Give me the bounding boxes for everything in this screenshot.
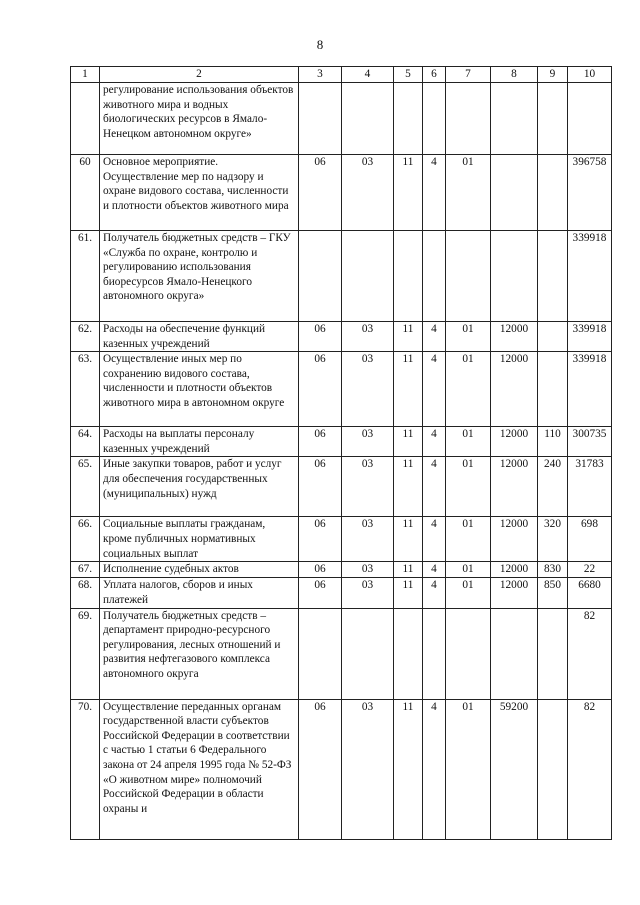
row-name: Социальные выплаты гражданам, кроме публичных нормативных социальных выплат bbox=[100, 517, 299, 562]
cell-c9 bbox=[538, 83, 568, 155]
cell-c5 bbox=[394, 83, 423, 155]
cell-c8 bbox=[491, 231, 538, 322]
cell-c6 bbox=[423, 231, 446, 322]
table-row bbox=[71, 562, 612, 578]
table-row bbox=[71, 578, 612, 608]
table-row bbox=[71, 699, 612, 839]
cell-c7 bbox=[446, 608, 491, 699]
cell-c8: 12000 bbox=[491, 322, 538, 352]
cell-c5 bbox=[394, 608, 423, 699]
cell-c10: 698 bbox=[568, 517, 612, 562]
cell-c3: 06 bbox=[299, 352, 342, 427]
row-name: Расходы на обеспечение функций казенных учреждений bbox=[100, 322, 299, 352]
cell-c4: 03 bbox=[342, 578, 394, 608]
cell-c10: 6680 bbox=[568, 578, 612, 608]
cell-c10: 339918 bbox=[568, 322, 612, 352]
cell-c10: 22 bbox=[568, 562, 612, 578]
page-number: 8 bbox=[316, 37, 324, 52]
cell-c5: 11 bbox=[394, 457, 423, 517]
row-number: 68. bbox=[71, 578, 100, 608]
col-header: 9 bbox=[538, 67, 568, 83]
cell-c10: 396758 bbox=[568, 155, 612, 231]
col-header: 5 bbox=[394, 67, 423, 83]
cell-c7: 01 bbox=[446, 699, 491, 839]
cell-c9: 320 bbox=[538, 517, 568, 562]
cell-c4: 03 bbox=[342, 155, 394, 231]
row-number: 67. bbox=[71, 562, 100, 578]
row-number: 66. bbox=[71, 517, 100, 562]
cell-c9 bbox=[538, 352, 568, 427]
cell-c10: 82 bbox=[568, 699, 612, 839]
cell-c8: 12000 bbox=[491, 427, 538, 457]
row-name: Получатель бюджетных средств – ГКУ «Служба по охране, контролю и регулированию использования биоресурсов Ямало-Ненецкого автономного округа» bbox=[100, 231, 299, 322]
cell-c6: 4 bbox=[423, 352, 446, 427]
row-number: 60 bbox=[71, 155, 100, 231]
cell-c5: 11 bbox=[394, 699, 423, 839]
cell-c5: 11 bbox=[394, 578, 423, 608]
row-name: Расходы на выплаты персоналу казенных учреждений bbox=[100, 427, 299, 457]
col-header: 8 bbox=[491, 67, 538, 83]
cell-c9 bbox=[538, 155, 568, 231]
row-name: Исполнение судебных актов bbox=[100, 562, 299, 578]
cell-c5: 11 bbox=[394, 562, 423, 578]
cell-c5: 11 bbox=[394, 352, 423, 427]
table-row bbox=[71, 231, 612, 322]
cell-c7 bbox=[446, 83, 491, 155]
cell-c10: 339918 bbox=[568, 231, 612, 322]
row-number: 63. bbox=[71, 352, 100, 427]
row-name: Иные закупки товаров, работ и услуг для обеспечения государственных (муниципальных) нужд bbox=[100, 457, 299, 517]
budget-table bbox=[70, 66, 612, 840]
cell-c10: 31783 bbox=[568, 457, 612, 517]
col-header: 4 bbox=[342, 67, 394, 83]
cell-c3: 06 bbox=[299, 699, 342, 839]
cell-c4 bbox=[342, 83, 394, 155]
row-number: 70. bbox=[71, 699, 100, 839]
cell-c4: 03 bbox=[342, 699, 394, 839]
cell-c7: 01 bbox=[446, 562, 491, 578]
cell-c6: 4 bbox=[423, 457, 446, 517]
cell-c3: 06 bbox=[299, 322, 342, 352]
cell-c10: 339918 bbox=[568, 352, 612, 427]
cell-c3: 06 bbox=[299, 578, 342, 608]
col-header: 6 bbox=[423, 67, 446, 83]
row-number: 62. bbox=[71, 322, 100, 352]
row-name: Осуществление переданных органам государственной власти субъектов Российской Федерации в соответствии с частью 1 статьи 6 Федерального закона от 24 апреля 1995 года № 52-ФЗ «О животном мире» полномочий Российской Федерации в области охраны и bbox=[100, 699, 299, 839]
row-number: 69. bbox=[71, 608, 100, 699]
cell-c8 bbox=[491, 608, 538, 699]
cell-c9: 830 bbox=[538, 562, 568, 578]
cell-c9 bbox=[538, 608, 568, 699]
cell-c5: 11 bbox=[394, 427, 423, 457]
cell-c9: 240 bbox=[538, 457, 568, 517]
row-name: Получатель бюджетных средств – департамент природно-ресурсного регулирования, лесных отношений и развития нефтегазового комплекса автономного округа bbox=[100, 608, 299, 699]
col-header: 2 bbox=[100, 67, 299, 83]
cell-c9 bbox=[538, 322, 568, 352]
table-header-row bbox=[71, 67, 612, 83]
cell-c4: 03 bbox=[342, 427, 394, 457]
cell-c4: 03 bbox=[342, 517, 394, 562]
col-header: 3 bbox=[299, 67, 342, 83]
cell-c5 bbox=[394, 231, 423, 322]
table-row bbox=[71, 517, 612, 562]
table-row bbox=[71, 352, 612, 427]
cell-c6: 4 bbox=[423, 699, 446, 839]
table-row bbox=[71, 457, 612, 517]
cell-c8: 12000 bbox=[491, 352, 538, 427]
cell-c6: 4 bbox=[423, 427, 446, 457]
table-row bbox=[71, 322, 612, 352]
cell-c6: 4 bbox=[423, 155, 446, 231]
cell-c7: 01 bbox=[446, 427, 491, 457]
cell-c9: 850 bbox=[538, 578, 568, 608]
cell-c6 bbox=[423, 608, 446, 699]
cell-c9 bbox=[538, 231, 568, 322]
cell-c3: 06 bbox=[299, 562, 342, 578]
cell-c3: 06 bbox=[299, 427, 342, 457]
cell-c6: 4 bbox=[423, 578, 446, 608]
cell-c5: 11 bbox=[394, 322, 423, 352]
cell-c3 bbox=[299, 608, 342, 699]
cell-c10: 82 bbox=[568, 608, 612, 699]
cell-c10: 300735 bbox=[568, 427, 612, 457]
row-number: 61. bbox=[71, 231, 100, 322]
cell-c8 bbox=[491, 83, 538, 155]
cell-c5: 11 bbox=[394, 155, 423, 231]
cell-c9: 110 bbox=[538, 427, 568, 457]
row-number bbox=[71, 83, 100, 155]
table-row bbox=[71, 155, 612, 231]
row-name: Осуществление иных мер по сохранению видового состава, численности и плотности объектов животного мира в автономном округе bbox=[100, 352, 299, 427]
cell-c6: 4 bbox=[423, 517, 446, 562]
cell-c7: 01 bbox=[446, 322, 491, 352]
cell-c7: 01 bbox=[446, 517, 491, 562]
col-header: 10 bbox=[568, 67, 612, 83]
table-row bbox=[71, 427, 612, 457]
cell-c7: 01 bbox=[446, 155, 491, 231]
row-name: Уплата налогов, сборов и иных платежей bbox=[100, 578, 299, 608]
cell-c7: 01 bbox=[446, 352, 491, 427]
row-name: регулирование использования объектов животного мира и водных биологических ресурсов в Ямало-Ненецком автономном округе» bbox=[100, 83, 299, 155]
cell-c7 bbox=[446, 231, 491, 322]
cell-c3: 06 bbox=[299, 457, 342, 517]
cell-c8: 12000 bbox=[491, 457, 538, 517]
col-header: 7 bbox=[446, 67, 491, 83]
cell-c7: 01 bbox=[446, 578, 491, 608]
cell-c8: 12000 bbox=[491, 578, 538, 608]
cell-c4: 03 bbox=[342, 322, 394, 352]
cell-c6 bbox=[423, 83, 446, 155]
table-row bbox=[71, 608, 612, 699]
cell-c3: 06 bbox=[299, 155, 342, 231]
row-name: Основное мероприятие. Осуществление мер по надзору и охране видового состава, численности и плотности объектов животного мира bbox=[100, 155, 299, 231]
cell-c10 bbox=[568, 83, 612, 155]
cell-c4: 03 bbox=[342, 352, 394, 427]
cell-c8: 59200 bbox=[491, 699, 538, 839]
cell-c3 bbox=[299, 83, 342, 155]
cell-c6: 4 bbox=[423, 562, 446, 578]
row-number: 64. bbox=[71, 427, 100, 457]
cell-c4: 03 bbox=[342, 457, 394, 517]
cell-c5: 11 bbox=[394, 517, 423, 562]
cell-c4: 03 bbox=[342, 562, 394, 578]
cell-c3: 06 bbox=[299, 517, 342, 562]
cell-c7: 01 bbox=[446, 457, 491, 517]
cell-c6: 4 bbox=[423, 322, 446, 352]
cell-c4 bbox=[342, 608, 394, 699]
col-header: 1 bbox=[71, 67, 100, 83]
cell-c8: 12000 bbox=[491, 562, 538, 578]
cell-c3 bbox=[299, 231, 342, 322]
cell-c9 bbox=[538, 699, 568, 839]
table-row bbox=[71, 83, 612, 155]
cell-c8: 12000 bbox=[491, 517, 538, 562]
cell-c8 bbox=[491, 155, 538, 231]
cell-c4 bbox=[342, 231, 394, 322]
row-number: 65. bbox=[71, 457, 100, 517]
